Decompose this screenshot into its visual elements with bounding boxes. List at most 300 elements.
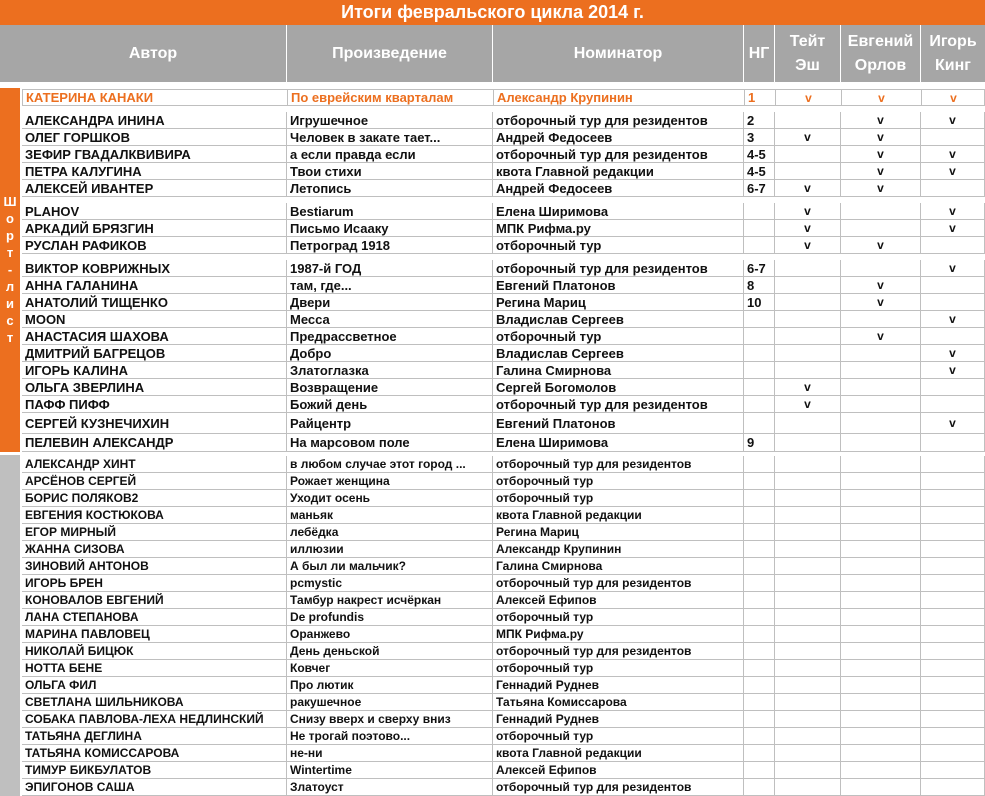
shortlist-row <box>22 294 985 311</box>
cell-nominator: Александр Крупинин <box>493 541 744 557</box>
cell-work: там, где... <box>287 277 493 293</box>
cell-empty <box>775 473 841 489</box>
cell-author: КАТЕРИНА КАНАКИ <box>23 90 288 105</box>
cell-empty <box>775 762 841 778</box>
shortlist-row <box>22 311 985 328</box>
cell-empty <box>921 762 985 778</box>
longlist-row <box>22 456 985 473</box>
cell-work: в любом случае этот город ... <box>287 456 493 472</box>
cell-empty <box>841 592 921 608</box>
cell-tate: v <box>775 396 841 412</box>
cell-king: v <box>921 345 985 361</box>
cell-author: ЛАНА СТЕПАНОВА <box>22 609 287 625</box>
cell-author: РУСЛАН РАФИКОВ <box>22 237 287 253</box>
cell-author: АНАТОЛИЙ ТИЩЕНКО <box>22 294 287 310</box>
cell-empty <box>921 558 985 574</box>
cell-king <box>921 396 985 412</box>
cell-orlov: v <box>841 129 921 145</box>
column-header-ng[interactable]: НГ <box>744 25 775 82</box>
cell-empty <box>841 660 921 676</box>
cell-empty <box>921 490 985 506</box>
cell-empty <box>744 456 775 472</box>
cell-empty <box>744 541 775 557</box>
cell-empty <box>744 728 775 744</box>
cell-empty <box>775 592 841 608</box>
cell-nominator: Евгений Платонов <box>493 413 744 433</box>
cell-work: лебёдка <box>287 524 493 540</box>
longlist-row <box>22 728 985 745</box>
cell-empty <box>921 609 985 625</box>
cell-nominator: отборочный тур для резидентов <box>493 456 744 472</box>
cell-empty <box>841 507 921 523</box>
cell-nominator: Регина Мариц <box>493 524 744 540</box>
cell-empty <box>775 507 841 523</box>
cell-nominator: отборочный тур для резидентов <box>493 779 744 795</box>
cell-tate: v <box>775 180 841 196</box>
cell-nominator: Алексей Ефипов <box>493 592 744 608</box>
shortlist-row <box>22 89 985 106</box>
cell-orlov <box>841 413 921 433</box>
cell-work: Златоглазка <box>287 362 493 378</box>
cell-tate: v <box>775 203 841 219</box>
cell-orlov <box>841 434 921 451</box>
cell-author: АЛЕКСЕЙ ИВАНТЕР <box>22 180 287 196</box>
cell-empty <box>775 575 841 591</box>
cell-ng: 8 <box>744 277 775 293</box>
cell-work: ракушечное <box>287 694 493 710</box>
cell-ng: 10 <box>744 294 775 310</box>
cell-empty <box>744 592 775 608</box>
cell-orlov: v <box>841 146 921 162</box>
shortlist-row <box>22 345 985 362</box>
cell-nominator: Регина Мариц <box>493 294 744 310</box>
cell-author: ИГОРЬ БРЕН <box>22 575 287 591</box>
cell-ng <box>744 345 775 361</box>
shortlist-row <box>22 220 985 237</box>
cell-author: PLAHOV <box>22 203 287 219</box>
longlist-row <box>22 711 985 728</box>
cell-ng: 4-5 <box>744 163 775 179</box>
cell-work: а если правда если <box>287 146 493 162</box>
cell-nominator: Елена Ширимова <box>493 434 744 451</box>
cell-king: v <box>921 413 985 433</box>
longlist-row <box>22 643 985 660</box>
cell-author: АННА ГАЛАНИНА <box>22 277 287 293</box>
cell-tate <box>775 260 841 276</box>
cell-empty <box>744 643 775 659</box>
cell-tate: v <box>775 129 841 145</box>
longlist-row <box>22 626 985 643</box>
cell-author: СЕРГЕЙ КУЗНЕЧИХИН <box>22 413 287 433</box>
cell-empty <box>775 694 841 710</box>
longlist-row <box>22 558 985 575</box>
page-title: Итоги февральского цикла 2014 г. <box>0 0 985 25</box>
longlist-row <box>22 473 985 490</box>
cell-empty <box>744 490 775 506</box>
cell-king <box>921 180 985 196</box>
cell-king <box>921 129 985 145</box>
cell-work: Летопись <box>287 180 493 196</box>
cell-author: ОЛЕГ ГОРШКОВ <box>22 129 287 145</box>
cell-nominator: отборочный тур <box>493 609 744 625</box>
cell-empty <box>775 728 841 744</box>
cell-nominator: отборочный тур для резидентов <box>493 396 744 412</box>
cell-empty <box>775 660 841 676</box>
cell-empty <box>921 660 985 676</box>
cell-tate: v <box>775 379 841 395</box>
cell-king: v <box>921 311 985 327</box>
cell-work: Твои стихи <box>287 163 493 179</box>
cell-nominator: отборочный тур для резидентов <box>493 112 744 128</box>
cell-work: Добро <box>287 345 493 361</box>
cell-ng <box>744 362 775 378</box>
cell-work: На марсовом поле <box>287 434 493 451</box>
cell-nominator: Евгений Платонов <box>493 277 744 293</box>
cell-empty <box>744 626 775 642</box>
cell-nominator: Владислав Сергеев <box>493 311 744 327</box>
cell-work: Тамбур накрест исчёркан <box>287 592 493 608</box>
cell-empty <box>841 762 921 778</box>
cell-king: v <box>921 112 985 128</box>
cell-tate <box>775 146 841 162</box>
cell-king <box>921 328 985 344</box>
cell-king <box>921 434 985 451</box>
cell-nominator: МПК Рифма.ру <box>493 220 744 236</box>
cell-work: De profundis <box>287 609 493 625</box>
cell-author: АЛЕКСАНДРА ИНИНА <box>22 112 287 128</box>
cell-nominator: отборочный тур <box>493 660 744 676</box>
cell-orlov <box>841 396 921 412</box>
cell-author: АРСЁНОВ СЕРГЕЙ <box>22 473 287 489</box>
cell-empty <box>921 541 985 557</box>
cell-empty <box>775 643 841 659</box>
cell-work: Месса <box>287 311 493 327</box>
cell-empty <box>775 456 841 472</box>
cell-work: Человек в закате тает... <box>287 129 493 145</box>
cell-ng <box>744 413 775 433</box>
cell-ng: 2 <box>744 112 775 128</box>
longlist-row <box>22 745 985 762</box>
longlist-row <box>22 779 985 796</box>
cell-empty <box>921 643 985 659</box>
cell-tate <box>775 362 841 378</box>
cell-nominator: Владислав Сергеев <box>493 345 744 361</box>
cell-tate <box>775 163 841 179</box>
cell-nominator: отборочный тур для резидентов <box>493 575 744 591</box>
cell-author: ЗЕФИР ГВАДАЛКВИВИРА <box>22 146 287 162</box>
cell-work: Оранжево <box>287 626 493 642</box>
cell-empty <box>841 558 921 574</box>
shortlist-label: Шорт-лист <box>2 193 18 347</box>
cell-tate: v <box>776 90 842 105</box>
cell-orlov: v <box>841 163 921 179</box>
cell-nominator: Геннадий Руднев <box>493 677 744 693</box>
cell-work: А был ли мальчик? <box>287 558 493 574</box>
cell-empty <box>841 711 921 727</box>
cell-orlov <box>841 311 921 327</box>
cell-empty <box>841 779 921 795</box>
cell-work: Двери <box>287 294 493 310</box>
longlist-row <box>22 694 985 711</box>
cell-empty <box>744 711 775 727</box>
cell-author: МАРИНА ПАВЛОВЕЦ <box>22 626 287 642</box>
cell-empty <box>921 779 985 795</box>
cell-empty <box>775 779 841 795</box>
cell-author: АЛЕКСАНДР ХИНТ <box>22 456 287 472</box>
cell-empty <box>921 677 985 693</box>
cell-empty <box>775 711 841 727</box>
cell-empty <box>921 694 985 710</box>
cell-empty <box>841 694 921 710</box>
cell-ng <box>744 203 775 219</box>
shortlist-row <box>22 180 985 197</box>
cell-work: Уходит осень <box>287 490 493 506</box>
cell-author: ИГОРЬ КАЛИНА <box>22 362 287 378</box>
cell-king <box>921 237 985 253</box>
cell-ng <box>744 311 775 327</box>
cell-author: ЕГОР МИРНЫЙ <box>22 524 287 540</box>
cell-empty <box>744 694 775 710</box>
cell-nominator: отборочный тур <box>493 490 744 506</box>
cell-nominator: Галина Смирнова <box>493 558 744 574</box>
cell-empty <box>921 728 985 744</box>
cell-nominator: отборочный тур для резидентов <box>493 643 744 659</box>
cell-work: Рожает женщина <box>287 473 493 489</box>
shortlist-row <box>22 413 985 434</box>
cell-work: маньяк <box>287 507 493 523</box>
cell-nominator: Андрей Федосеев <box>493 180 744 196</box>
cell-ng <box>744 237 775 253</box>
cell-tate: v <box>775 220 841 236</box>
cell-tate <box>775 112 841 128</box>
cell-empty <box>841 524 921 540</box>
shortlist-row <box>22 163 985 180</box>
cell-work: 1987-й ГОД <box>287 260 493 276</box>
cell-nominator: Татьяна Комиссарова <box>493 694 744 710</box>
cell-work: pcmystic <box>287 575 493 591</box>
cell-ng: 6-7 <box>744 180 775 196</box>
cell-nominator: Геннадий Руднев <box>493 711 744 727</box>
cell-work: Wintertime <box>287 762 493 778</box>
cell-tate <box>775 277 841 293</box>
cell-work: Снизу вверх и сверху вниз <box>287 711 493 727</box>
longlist-row <box>22 541 985 558</box>
cell-nominator: отборочный тур для резидентов <box>493 260 744 276</box>
cell-empty <box>744 677 775 693</box>
cell-author: АНАСТАСИЯ ШАХОВА <box>22 328 287 344</box>
cell-king <box>921 294 985 310</box>
cell-orlov: v <box>841 294 921 310</box>
cell-king <box>921 277 985 293</box>
cell-author: ОЛЬГА ФИЛ <box>22 677 287 693</box>
cell-empty <box>921 575 985 591</box>
cell-empty <box>841 745 921 761</box>
cell-king: v <box>921 362 985 378</box>
cell-author: КОНОВАЛОВ ЕВГЕНИЙ <box>22 592 287 608</box>
cell-ng <box>744 328 775 344</box>
shortlist-row <box>22 129 985 146</box>
cell-empty <box>921 592 985 608</box>
shortlist-row <box>22 237 985 254</box>
column-header-orlov-line1: Евгений <box>847 32 914 50</box>
cell-empty <box>744 660 775 676</box>
cell-author: ЖАННА СИЗОВА <box>22 541 287 557</box>
cell-work: Божий день <box>287 396 493 412</box>
cell-empty <box>921 473 985 489</box>
longlist-row <box>22 575 985 592</box>
cell-empty <box>744 609 775 625</box>
cell-author: ОЛЬГА ЗВЕРЛИНА <box>22 379 287 395</box>
cell-author: ТАТЬЯНА КОМИССАРОВА <box>22 745 287 761</box>
cell-work: Райцентр <box>287 413 493 433</box>
shortlist-row <box>22 328 985 345</box>
cell-author: ЕВГЕНИЯ КОСТЮКОВА <box>22 507 287 523</box>
cell-empty <box>841 456 921 472</box>
cell-author: ДМИТРИЙ БАГРЕЦОВ <box>22 345 287 361</box>
cell-work: Ковчег <box>287 660 493 676</box>
cell-empty <box>775 745 841 761</box>
cell-empty <box>921 524 985 540</box>
cell-nominator: отборочный тур <box>493 328 744 344</box>
cell-orlov: v <box>841 277 921 293</box>
cell-work: Возвращение <box>287 379 493 395</box>
cell-empty <box>841 490 921 506</box>
cell-orlov: v <box>841 328 921 344</box>
cell-ng: 3 <box>744 129 775 145</box>
cell-king <box>921 379 985 395</box>
cell-nominator: Андрей Федосеев <box>493 129 744 145</box>
cell-nominator: квота Главной редакции <box>493 163 744 179</box>
cell-ng <box>744 379 775 395</box>
cell-nominator: Елена Ширимова <box>493 203 744 219</box>
cell-author: ПЕТРА КАЛУГИНА <box>22 163 287 179</box>
cell-work: Про лютик <box>287 677 493 693</box>
cell-author: ПАФФ ПИФФ <box>22 396 287 412</box>
cell-work: Петроград 1918 <box>287 237 493 253</box>
cell-empty <box>841 473 921 489</box>
cell-orlov: v <box>841 180 921 196</box>
longlist-row <box>22 592 985 609</box>
column-header-king-line1: Игорь <box>929 32 977 50</box>
cell-work: не-ни <box>287 745 493 761</box>
cell-empty <box>744 575 775 591</box>
cell-nominator: квота Главной редакции <box>493 745 744 761</box>
cell-empty <box>921 507 985 523</box>
cell-empty <box>841 643 921 659</box>
shortlist-row <box>22 434 985 452</box>
cell-author: СОБАКА ПАВЛОВА-ЛЕХА НЕДЛИНСКИЙ <box>22 711 287 727</box>
cell-nominator: Сергей Богомолов <box>493 379 744 395</box>
cell-nominator: МПК Рифма.ру <box>493 626 744 642</box>
cell-empty <box>775 558 841 574</box>
cell-orlov <box>841 379 921 395</box>
cell-nominator: отборочный тур <box>493 473 744 489</box>
cell-ng <box>744 220 775 236</box>
cell-orlov <box>841 362 921 378</box>
cell-author: НОТТА БЕНЕ <box>22 660 287 676</box>
cell-empty <box>744 762 775 778</box>
cell-author: НИКОЛАЙ БИЦЮК <box>22 643 287 659</box>
cell-ng: 9 <box>744 434 775 451</box>
cell-empty <box>775 490 841 506</box>
cell-work: По еврейским кварталам <box>288 90 494 105</box>
cell-orlov: v <box>841 112 921 128</box>
cell-tate <box>775 311 841 327</box>
cell-tate <box>775 294 841 310</box>
cell-work: Письмо Исааку <box>287 220 493 236</box>
column-header-nominator[interactable]: Номинатор <box>493 25 744 82</box>
longlist-row <box>22 524 985 541</box>
shortlist-row <box>22 396 985 413</box>
cell-orlov: v <box>842 90 922 105</box>
cell-author: ПЕЛЕВИН АЛЕКСАНДР <box>22 434 287 451</box>
cell-empty <box>841 541 921 557</box>
cell-nominator: отборочный тур <box>493 728 744 744</box>
longlist-row <box>22 677 985 694</box>
cell-ng: 4-5 <box>744 146 775 162</box>
cell-tate <box>775 328 841 344</box>
column-header-tate-line1: Тейт <box>789 32 826 50</box>
cell-empty <box>775 541 841 557</box>
cell-nominator: отборочный тур для резидентов <box>493 146 744 162</box>
cell-empty <box>744 507 775 523</box>
cell-work: Златоуст <box>287 779 493 795</box>
cell-work: Предрассветное <box>287 328 493 344</box>
cell-author: ЭПИГОНОВ САША <box>22 779 287 795</box>
column-header-orlov-line2: Орлов <box>854 56 907 74</box>
shortlist-row <box>22 260 985 277</box>
cell-author: ТАТЬЯНА ДЕГЛИНА <box>22 728 287 744</box>
cell-tate <box>775 413 841 433</box>
cell-nominator: квота Главной редакции <box>493 507 744 523</box>
cell-tate <box>775 345 841 361</box>
shortlist-row <box>22 112 985 129</box>
cell-king: v <box>921 203 985 219</box>
cell-author: ЗИНОВИЙ АНТОНОВ <box>22 558 287 574</box>
cell-empty <box>744 524 775 540</box>
cell-author: АРКАДИЙ БРЯЗГИН <box>22 220 287 236</box>
cell-nominator: Галина Смирнова <box>493 362 744 378</box>
cell-empty <box>744 745 775 761</box>
column-header-king-line2: Кинг <box>935 56 971 74</box>
cell-empty <box>775 609 841 625</box>
cell-empty <box>921 626 985 642</box>
cell-orlov <box>841 345 921 361</box>
longlist-row <box>22 609 985 626</box>
cell-orlov <box>841 203 921 219</box>
longlist-row <box>22 490 985 507</box>
cell-king: v <box>921 146 985 162</box>
cell-author: MOON <box>22 311 287 327</box>
cell-empty <box>921 456 985 472</box>
shortlist-row <box>22 203 985 220</box>
cell-empty <box>744 473 775 489</box>
cell-empty <box>744 558 775 574</box>
column-header-work[interactable]: Произведение <box>287 25 493 82</box>
cell-work: Не трогай поэтово... <box>287 728 493 744</box>
cell-empty <box>744 779 775 795</box>
column-header-author[interactable]: Автор <box>20 25 287 82</box>
cell-king: v <box>922 90 985 105</box>
shortlist-row <box>22 146 985 163</box>
cell-ng: 6-7 <box>744 260 775 276</box>
shortlist-row <box>22 379 985 396</box>
cell-empty <box>841 626 921 642</box>
shortlist-row <box>22 277 985 294</box>
cell-empty <box>775 677 841 693</box>
cell-work: Bestiarum <box>287 203 493 219</box>
cell-ng <box>744 396 775 412</box>
